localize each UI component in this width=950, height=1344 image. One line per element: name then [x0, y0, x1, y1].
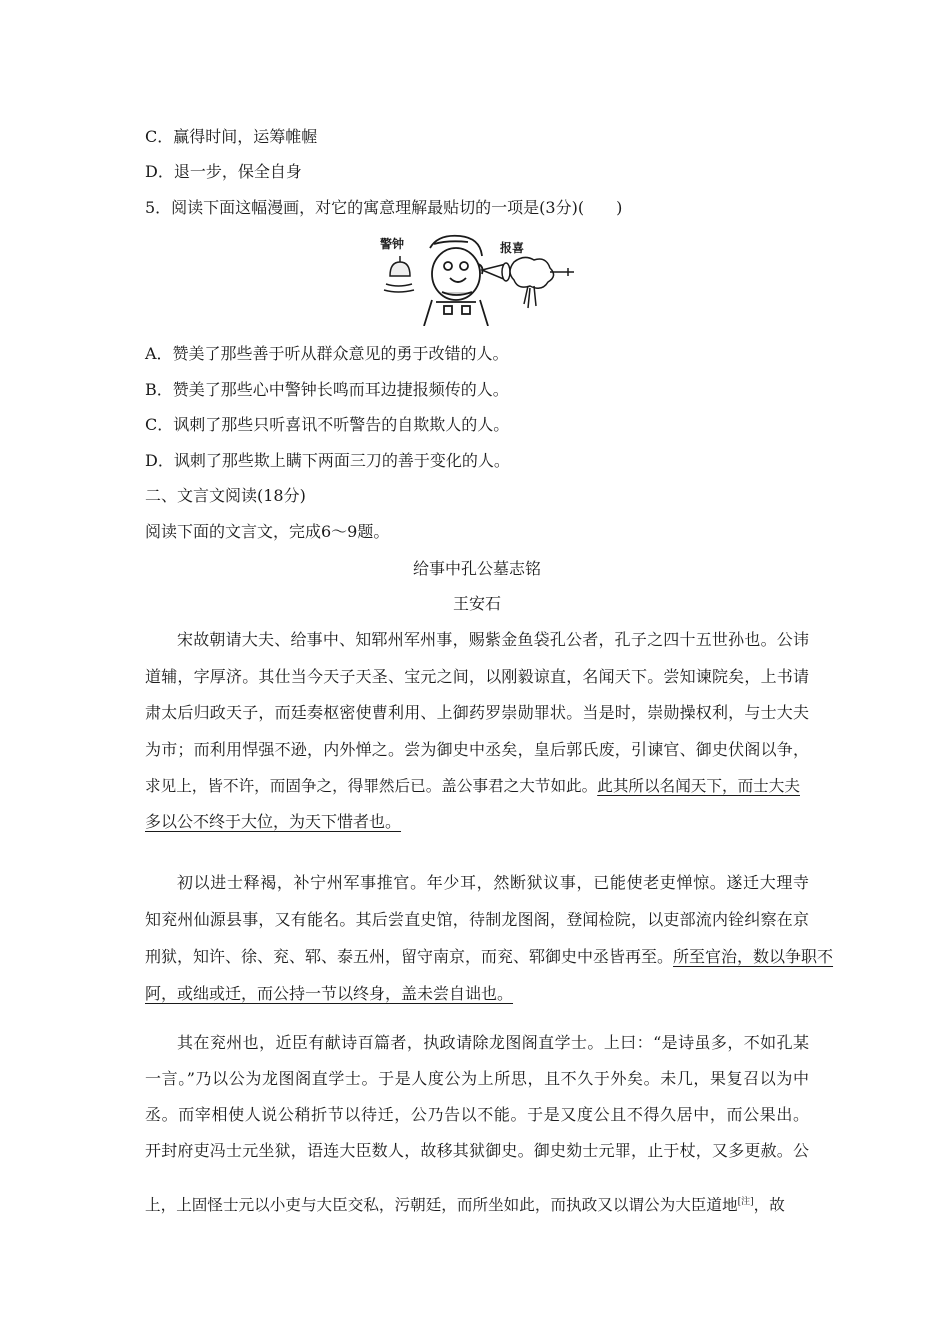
trumpet-icon	[482, 263, 510, 281]
question-5-stem: 5．阅读下面这幅漫画，对它的寓意理解最贴切的一项是(3分)( )	[145, 198, 623, 217]
option-d-2: D．讽刺了那些欺上瞒下两面三刀的善于变化的人。	[145, 451, 510, 470]
passage-line	[145, 810, 809, 834]
passage-line: 道辅，字厚济。其仕当今天子天圣、宝元之间，以刚毅谅直，名闻天下。尝知谏院矣，上书请	[145, 667, 809, 686]
passage-line: 宋故朝请大夫、给事中、知郓州军州事，赐紫金鱼袋孔公者，孔子之四十五世孙也。公讳	[177, 630, 809, 649]
cartoon-label-news: 报喜	[500, 241, 525, 255]
bell-icon	[384, 256, 414, 292]
option-c: C．赢得时间，运筹帷幄	[145, 127, 318, 146]
passage-line: 一言。”乃以公为龙图阁直学士。于是人度公为上所思，且不久于外矣。未几，果复召以为中	[145, 1069, 809, 1088]
option-d: D．退一步，保全自身	[145, 162, 302, 181]
passage-line: 开封府吏冯士元坐狱，语连大臣数人，故移其狱御史。御史劾士元罪，止于杖，又多更赦。公	[145, 1141, 809, 1160]
cartoon-illustration	[378, 226, 580, 326]
option-c-2: C．讽刺了那些只听喜讯不听警告的自欺欺人的人。	[145, 415, 510, 434]
passage-line	[145, 774, 809, 798]
passage-line: 其在兖州也，近臣有献诗百篇者，执政请除龙图阁直学士。上曰：“是诗虽多，不如孔某	[177, 1033, 809, 1052]
passage-text: 上，上固怪士元以小吏与大臣交私，污朝廷，而所坐如此，而执政又以谓公为大臣道地	[145, 1196, 738, 1215]
passage-text: 刑狱，知许、徐、兖、郓、泰五州，留守南京，而兖、郓御史中丞皆再至。	[145, 947, 674, 966]
passage-line	[145, 982, 809, 1006]
flower-icon	[510, 257, 574, 308]
passage-line: 肃太后归政天子，而廷奏枢密使曹利用、上御药罗崇勋罪状。当是时，崇勋操权利，与士大夫	[145, 703, 809, 722]
cartoon-label-bell: 警钟	[380, 237, 405, 251]
passage-line: 初以进士释褐，补宁州军事推官。年少耳，然断狱议事，已能使老吏惮惊。遂迁大理寺	[177, 873, 809, 892]
passage-author: 王安石	[452, 594, 501, 613]
section-heading: 二、文言文阅读(18分)	[145, 486, 306, 505]
passage-title: 给事中孔公墓志铭	[412, 559, 541, 578]
underlined-sentence: 多以公不终于大位，为天下惜者也。	[145, 812, 402, 831]
footnote-marker: [注]	[737, 1197, 754, 1207]
underlined-sentence: 阿，或绌或迁，而公持一节以终身，盖未尝自诎也。	[145, 984, 514, 1003]
option-b: B．赞美了那些心中警钟长鸣而耳边捷报频传的人。	[145, 380, 509, 399]
passage-line: 为市；而利用悍强不逊，内外惮之。尝为御史中丞矣，皇后郭氏废，引谏官、御史伏阁以争，	[145, 740, 809, 759]
passage-line: 丞。而宰相使人说公稍折节以待迁，公乃告以不能。于是又度公且不得久居中，而公果出。	[145, 1105, 809, 1124]
passage-line	[145, 945, 834, 969]
option-a: A．赞美了那些善于听从群众意见的勇于改错的人。	[145, 344, 509, 363]
passage-line: 知兖州仙源县事，又有能名。其后尝直史馆，待制龙图阁，登闻检院，以吏部流内铨纠察在京	[145, 910, 809, 929]
man-figure-icon	[424, 236, 488, 326]
passage-text: 求见上，皆不许，而固争之，得罪然后已。盖公事君之大节如此。	[145, 777, 598, 795]
underlined-sentence: 此其所以名闻天下，而士大夫	[597, 777, 800, 795]
passage-text: ，故	[753, 1196, 785, 1215]
passage-line	[145, 1190, 809, 1217]
section-instruction: 阅读下面的文言文，完成6～9题。	[145, 522, 390, 541]
underlined-sentence: 所至官治，数以争职不	[673, 947, 834, 966]
